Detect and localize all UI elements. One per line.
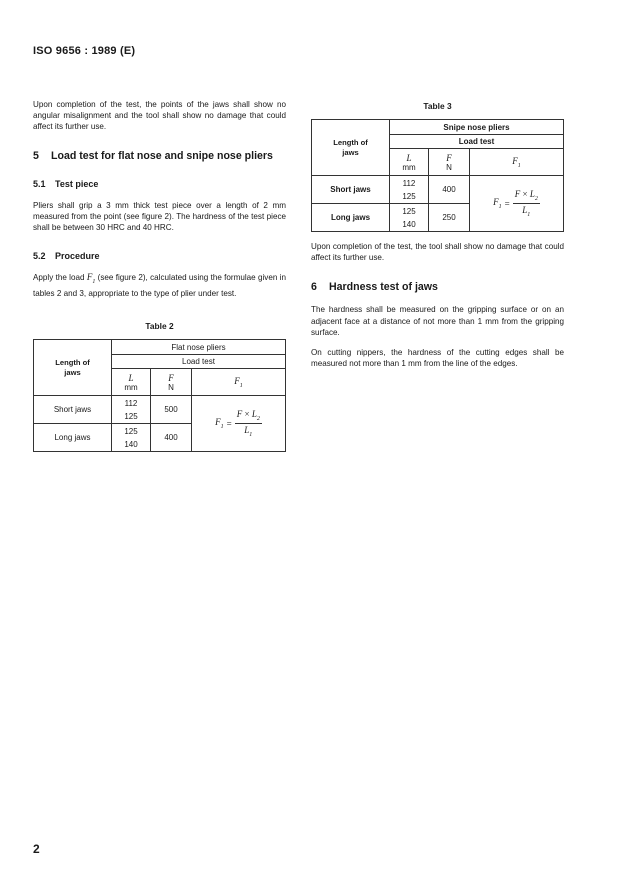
table-2-subgroup: Load test bbox=[112, 355, 286, 369]
section-6-paragraph-1: The hardness shall be measured on the gripping surface or on an adjacent face at a distance of not more than 1 mm from the gripping surface. bbox=[311, 305, 564, 337]
procedure-text-b: (see figure 2), calculated using the formulae given in tables 2 and 3, appropriate to the type of plier under test. bbox=[33, 273, 286, 299]
table-2-L-header: L mm bbox=[112, 369, 151, 396]
right-column bbox=[311, 241, 564, 369]
section-6-heading bbox=[311, 281, 564, 293]
table-2-row-L: 112 125 bbox=[112, 396, 151, 424]
table-row bbox=[34, 396, 286, 424]
table-3-row-label: Long jaws bbox=[312, 204, 390, 232]
table-3-subgroup: Load test bbox=[390, 135, 564, 149]
table-2-group: Flat nose pliers bbox=[112, 340, 286, 355]
table-3-formula: $F_1$ = $\frac{F \times L_2}{L_1}$ bbox=[470, 176, 564, 232]
table-3-F1-header: $F_1$ bbox=[470, 149, 564, 176]
section-6-paragraph-2: On cutting nippers, the hardness of the cutting edges shall be measured not more than 1 mm from the line of the edges. bbox=[311, 348, 564, 369]
section-5-2-title: Procedure bbox=[55, 251, 100, 262]
table-2-row-L: 125 140 bbox=[112, 424, 151, 452]
table-3-col-label: Length of jaws bbox=[312, 120, 390, 176]
table-3-caption: Table 3 bbox=[423, 101, 452, 111]
section-5-title: Load test for flat nose and snipe nose pliers bbox=[51, 149, 273, 162]
section-6-number: 6 bbox=[311, 281, 317, 294]
table-2-formula: $F_1$ = $\frac{F \times L_2}{L_1}$ bbox=[192, 396, 286, 452]
section-5-heading bbox=[33, 150, 286, 162]
table-3-row-F: 400 bbox=[429, 176, 470, 204]
procedure-text-a: Apply the load bbox=[33, 273, 85, 283]
table-3 bbox=[311, 119, 564, 232]
table-3-F-header: F N bbox=[429, 149, 470, 176]
table-2-row-label: Long jaws bbox=[34, 424, 112, 452]
load-symbol: $F_1$ bbox=[86, 272, 96, 286]
section-5-1-number: 5.1 bbox=[33, 178, 46, 189]
table-3-row-L: 112 125 bbox=[390, 176, 429, 204]
section-5-1-text: Pliers shall grip a 3 mm thick test piece over a length of 2 mm measured from the point (see figure 2). The hardness of the test piece shall be between 30 HRC and 40 HRC. bbox=[33, 200, 286, 233]
table-2-row-label: Short jaws bbox=[34, 396, 112, 424]
section-5-1-heading bbox=[33, 179, 286, 189]
table-3-row-F: 250 bbox=[429, 204, 470, 232]
table-3-group: Snipe nose pliers bbox=[390, 120, 564, 135]
table-3-row-L: 125 140 bbox=[390, 204, 429, 232]
table-2-row-F: 400 bbox=[151, 424, 192, 452]
section-5-1-title: Test piece bbox=[55, 178, 99, 189]
table-2-caption: Table 2 bbox=[145, 321, 174, 331]
table-row bbox=[312, 176, 564, 204]
after-table-paragraph: Upon completion of the test, the tool shall show no damage that could affect its further use. bbox=[311, 242, 564, 263]
table-2-row-F: 500 bbox=[151, 396, 192, 424]
document-header: ISO 9656 : 1989 (E) bbox=[33, 45, 136, 57]
table-3-L-header: L mm bbox=[390, 149, 429, 176]
section-5-2-number: 5.2 bbox=[33, 251, 46, 262]
intro-paragraph: Upon completion of the test, the points of the jaws shall show no angular misalignment and the tool shall show no damage that could affect its further use. bbox=[33, 100, 286, 132]
left-column bbox=[33, 99, 286, 299]
section-5-2-heading bbox=[33, 251, 286, 261]
table-2-col-label: Length of jaws bbox=[34, 340, 112, 396]
section-5-2-text bbox=[33, 272, 286, 299]
page-number: 2 bbox=[33, 842, 40, 856]
table-2 bbox=[33, 339, 286, 452]
table-3-row-label: Short jaws bbox=[312, 176, 390, 204]
table-2-F1-header: $F_1$ bbox=[192, 369, 286, 396]
section-6-title: Hardness test of jaws bbox=[329, 281, 438, 294]
table-2-F-header: F N bbox=[151, 369, 192, 396]
section-5-number: 5 bbox=[33, 149, 39, 162]
